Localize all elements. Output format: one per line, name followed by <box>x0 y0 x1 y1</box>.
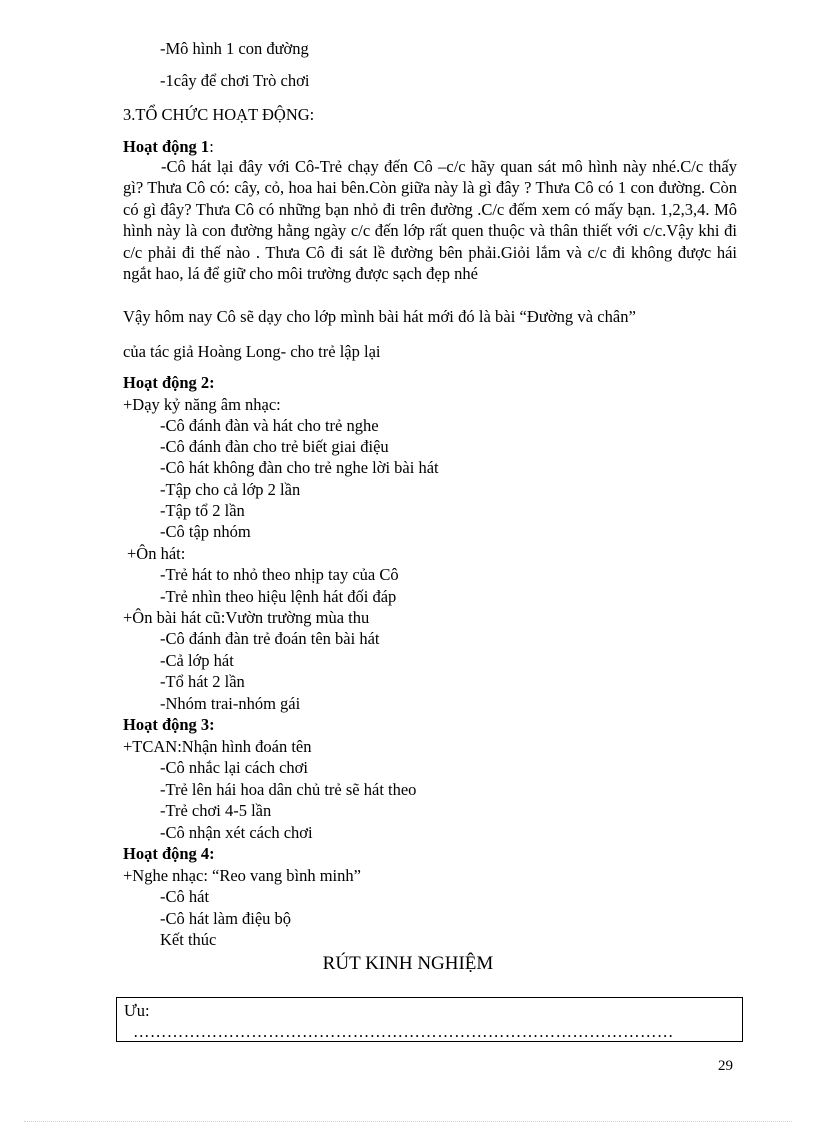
activity-3-item: -Trẻ chơi 4-5 lần <box>160 801 272 820</box>
activity-2-item: -Cô đánh đàn cho trẻ biết giai điệu <box>160 437 389 456</box>
experience-label: Ưu: <box>124 1001 150 1020</box>
activity-1-line-3: của tác giả Hoàng Long- cho trẻ lập lại <box>123 342 381 361</box>
activity-2-item: -Trẻ hát to nhỏ theo nhịp tay của Cô <box>160 565 399 584</box>
activity-3-item: -Cô nhắc lại cách chơi <box>160 758 308 777</box>
activity-2-item: -Cả lớp hát <box>160 651 234 670</box>
experience-dots: …………………………………………………………………………………… <box>133 1022 674 1041</box>
activity-2-group-3-title: +Ôn bài hát cũ:Vườn trường mùa thu <box>123 608 370 627</box>
activity-2-item: -Tập tổ 2 lần <box>160 501 245 520</box>
activity-2-item: -Nhóm trai-nhóm gái <box>160 694 301 713</box>
activity-2-item: -Trẻ nhìn theo hiệu lệnh hát đối đáp <box>160 587 397 606</box>
activity-1-paragraph-text: -Cô hát lại đây với Cô-Trẻ chạy đến Cô –c/c hãy quan sát mô hình này nhé.C/c thấy gì? Thưa Cô có: cây, cỏ, hoa hai bên.Còn giữa này là gì đây ? Thưa Cô có 1 con đường. Còn có gì đây? Thưa Cô có những bạn nhỏ đi trên đường .C/c đếm xem có mấy bạn. 1,2,3,4. Mô hình này là con đường hằng ngày c/c đến lớp rất quen thuộc và thân thiết với c/c.Vậy khi đi c/c phải đi thế nào . Thưa Cô đi sát lề đường bên phải.Giỏi lắm và c/c đi không được hái ngắt hao, lá để giữ cho môi trường được sạch đẹp nhé <box>123 157 737 284</box>
activity-2-heading: Hoạt động 2: <box>123 373 215 392</box>
activity-3-heading: Hoạt động 3: <box>123 715 215 734</box>
activity-1-heading <box>123 136 214 157</box>
activity-2-item: -Cô hát không đàn cho trẻ nghe lời bài hát <box>160 458 439 477</box>
material-line-2: -1cây để chơi Trò chơi <box>160 71 310 90</box>
activity-1-paragraph <box>123 156 737 284</box>
activity-1-heading-text: Hoạt động 1 <box>123 137 210 156</box>
footer-divider <box>24 1121 792 1122</box>
activity-2-item: -Cô đánh đàn trẻ đoán tên bài hát <box>160 629 380 648</box>
activity-2-item: -Cô đánh đàn và hát cho trẻ nghe <box>160 416 379 435</box>
section-3-title: 3.TỔ CHỨC HOẠT ĐỘNG: <box>123 105 315 124</box>
material-line-1: -Mô hình 1 con đường <box>160 39 309 58</box>
activity-4-heading: Hoạt động 4: <box>123 844 215 863</box>
activity-4-item: -Cô hát <box>160 887 210 906</box>
activity-2-item: -Cô tập nhóm <box>160 522 251 541</box>
activity-4-item: -Cô hát làm điệu bộ <box>160 909 292 928</box>
activity-4-end: Kết thúc <box>160 930 217 949</box>
activity-4-group-title: +Nghe nhạc: “Reo vang bình minh” <box>123 866 361 885</box>
activity-2-item: -Tổ hát 2 lần <box>160 672 245 691</box>
experience-title: RÚT KINH NGHIỆM <box>322 953 494 974</box>
activity-3-group-title: +TCAN:Nhận hình đoán tên <box>123 737 312 756</box>
activity-1-heading-colon: : <box>209 137 214 156</box>
experience-box <box>116 997 743 1042</box>
activity-3-item: -Cô nhận xét cách chơi <box>160 823 313 842</box>
page-number: 29 <box>718 1058 733 1074</box>
activity-2-item: -Tập cho cả lớp 2 lần <box>160 480 301 499</box>
activity-3-item: -Trẻ lên hái hoa dân chủ trẻ sẽ hát theo <box>160 780 417 799</box>
activity-2-group-1-title: +Dạy kỷ năng âm nhạc: <box>123 395 281 414</box>
activity-2-group-2-title: +Ôn hát: <box>127 544 186 563</box>
activity-1-line-2: Vậy hôm nay Cô sẽ dạy cho lớp mình bài hát mới đó là bài “Đường và chân” <box>123 307 636 326</box>
